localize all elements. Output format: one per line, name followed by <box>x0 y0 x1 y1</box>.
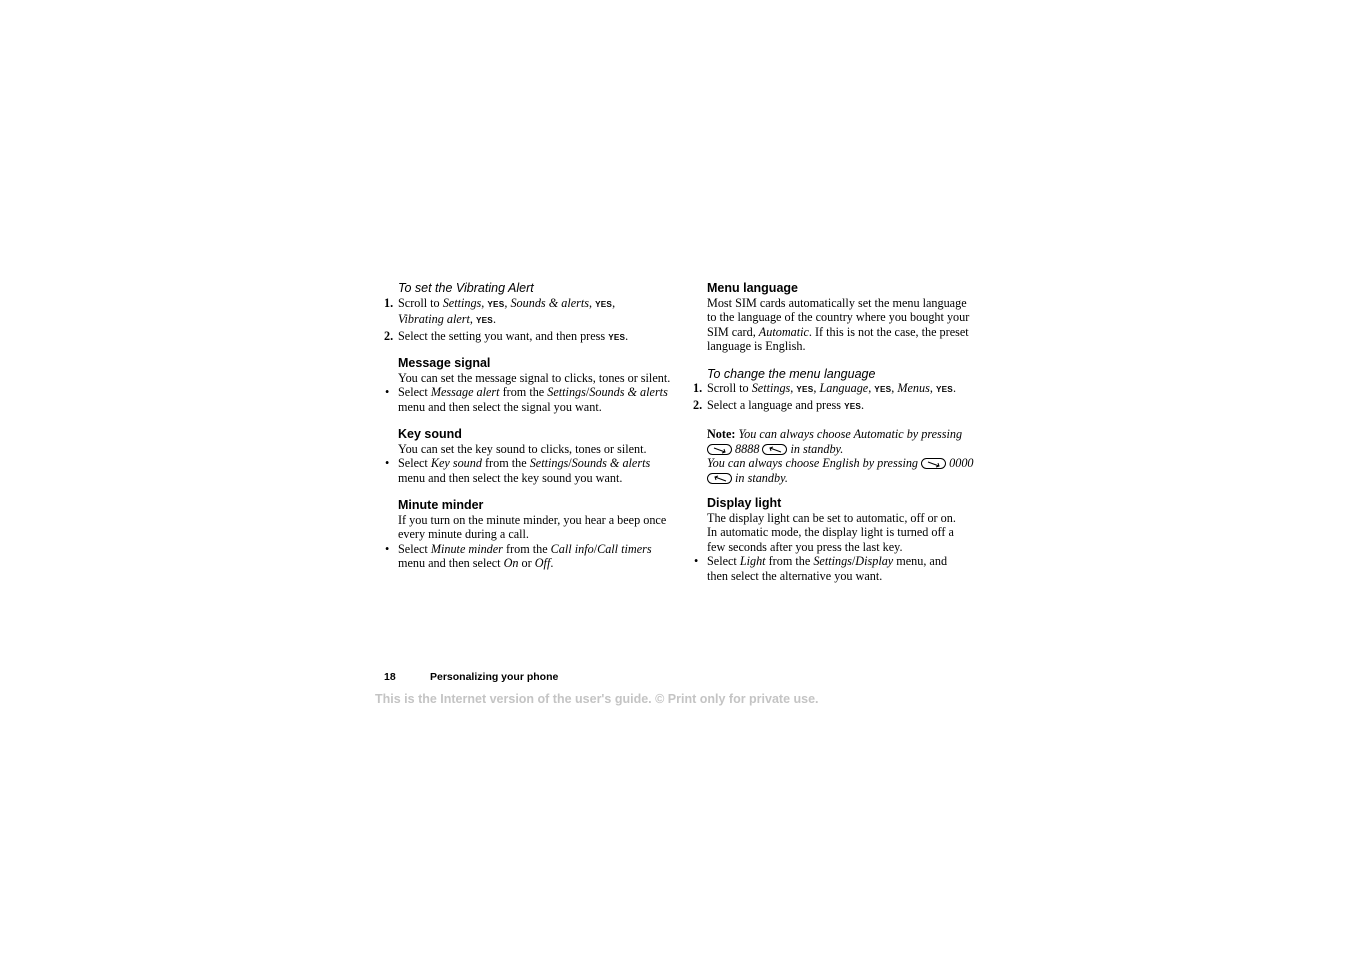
minute-minder-text-2: every minute during a call. <box>398 527 529 541</box>
bullet-minute-minder: • Select Minute minder from the Call info/Call timers <box>385 541 652 556</box>
menu-language-text-2: to the language of the country where you bought your <box>707 310 970 324</box>
right-selection-key-icon <box>707 444 732 455</box>
bullet-display-light: • Select Light from the Settings/Display menu, and <box>694 554 948 568</box>
key-sound-text: You can set the key sound to clicks, tones or silent. <box>398 441 647 456</box>
right-column <box>693 279 993 583</box>
step-2: 2. Select the setting you want, and then press YES. <box>384 328 629 343</box>
right-selection-key-icon <box>921 458 946 469</box>
language-step-2: 2. Select a language and press YES. <box>693 397 865 412</box>
bullet-message-signal-continued: menu and then select the signal you want. <box>398 399 602 414</box>
heading-minute-minder: Minute minder <box>398 498 484 512</box>
left-selection-key-icon <box>762 444 787 455</box>
step-1: 1. Scroll to Settings, YES, Sounds & alerts, YES, <box>384 295 616 310</box>
bullet-display-light-continued: then select the alternative you want. <box>707 568 883 583</box>
section-subtitle-vibrating-alert: To set the Vibrating Alert <box>398 281 534 295</box>
heading-menu-language: Menu language <box>707 281 798 295</box>
display-light-text-1: The display light can be set to automatic, off or on. <box>707 510 956 525</box>
disclaimer-text: This is the Internet version of the user's guide. © Print only for private use. <box>375 692 819 706</box>
step-1-continued: Vibrating alert, YES. <box>398 312 497 326</box>
bullet-minute-minder-continued: menu and then select On or Off. <box>398 556 554 570</box>
bullet-message-signal: • Select Message alert from the Settings/Sounds & alerts <box>385 385 668 399</box>
bullet-key-sound-continued: menu and then select the key sound you want. <box>398 470 623 485</box>
note-line-2: 8888 in standby. <box>693 442 993 457</box>
section-subtitle-change-language: To change the menu language <box>707 366 876 381</box>
message-signal-text: You can set the message signal to clicks, tones or silent. <box>398 370 671 385</box>
note-line-3: You can always choose English by pressing 0000 <box>707 456 974 470</box>
left-column <box>384 279 684 571</box>
minute-minder-text-1: If you turn on the minute minder, you hear a beep once <box>398 512 667 527</box>
bullet-key-sound: • Select Key sound from the Settings/Sounds & alerts <box>385 456 651 470</box>
note-line-1: Note: You can always choose Automatic by pressing <box>707 427 963 441</box>
menu-language-text-4: language is English. <box>707 339 806 353</box>
heading-message-signal: Message signal <box>398 356 491 370</box>
menu-language-text-1: Most SIM cards automatically set the menu language <box>707 295 967 310</box>
note-line-4: in standby. <box>693 471 993 486</box>
menu-language-text-3: SIM card, Automatic. If this is not the case, the preset <box>707 324 969 339</box>
page-number: 18 <box>384 671 396 683</box>
display-light-text-2: In automatic mode, the display light is turned off a <box>707 525 954 539</box>
page-section-title: Personalizing your phone <box>430 671 559 683</box>
language-step-1: 1. Scroll to Settings, YES, Language, YES, Menus, YES. <box>693 381 956 395</box>
display-light-text-3: few seconds after you press the last key. <box>707 539 903 554</box>
heading-display-light: Display light <box>707 496 782 510</box>
left-selection-key-icon <box>707 473 732 484</box>
heading-key-sound: Key sound <box>398 427 462 441</box>
